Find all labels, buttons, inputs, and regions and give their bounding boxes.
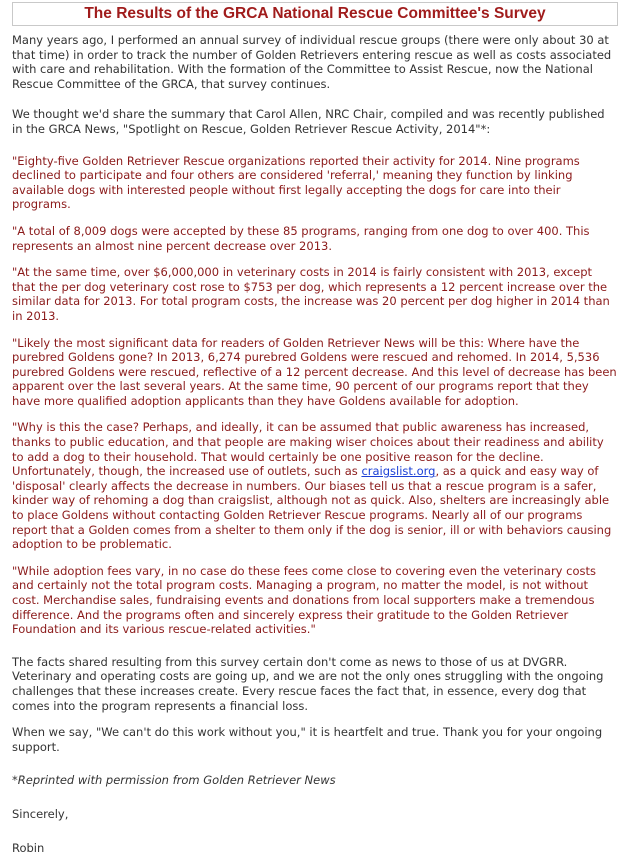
signature-name: Robin — [12, 840, 45, 855]
quote-paragraph-3: "At the same time, over $6,000,000 in veterinary costs in 2014 is fairly consistent with 2013, except that the per dog veterinary cost rose to $753 per dog, which represents a 12 percent increase over the similar data for 2013. For total program costs, the increase was 20 percent per dog higher in 2014 than in 2013. — [12, 265, 610, 323]
quoted-summary — [12, 154, 618, 637]
article — [0, 2, 629, 855]
quote-paragraph-5 — [12, 420, 618, 551]
quote-paragraph-6: "While adoption fees vary, in no case do these fees come close to covering even the veterinary costs and certainly not the total program costs. Managing a program, no matter the model, is not without cost. Merchandise sales, fundraising events and donations from local supporters make a tremendous difference. And the programs often and sincerely express their gratitude to the Golden Retriever Foundation and its various rescue-related activities." — [12, 563, 596, 637]
quote-5-text-after: , as a quick and easy way of 'disposal' clearly affects the decrease in numbers. Our biases tell us that a rescue program is a safer, kinder way of rehoming a dog than craigslist, although not as quick. Also, shelters are increasingly able to place Goldens without contacting Golden Retriever Rescue programs. Nearly all of our programs report that a Golden comes from a shelter to them only if the dog is senior, ill or with behaviors causing adoption to be problematic. — [12, 464, 612, 552]
craigslist-link[interactable]: craigslist.org — [361, 464, 436, 479]
page-title: The Results of the GRCA National Rescue Committee's Survey — [12, 2, 618, 26]
quote-paragraph-2: "A total of 8,009 dogs were accepted by these 85 programs, ranging from one dog to over 400. This represents an almost nine percent decrease over 2013. — [12, 223, 590, 253]
quote-paragraph-1: "Eighty-five Golden Retriever Rescue organizations reported their activity for 2014. Nine programs declined to participate and four others are considered 'referral,' meaning they function by linking available dogs with interested people without first legally accepting the dogs for care into their programs. — [12, 153, 580, 212]
thanks-paragraph: When we say, "We can't do this work without you," it is heartfelt and true. Thank you for your ongoing support. — [12, 725, 603, 754]
facts-paragraph: The facts shared resulting from this survey certain don't come as news to those of us at DVGRR. Veterinary and operating costs are going up, and we are not the only ones struggling with the ongoing challenges that these increases create. Every rescue faces the fact that, in essence, every dog that comes into the program represents a financial loss. — [12, 654, 604, 713]
quote-paragraph-4: "Likely the most significant data for readers of Golden Retriever News will be this: Where have the purebred Goldens gone? In 2013, 6,274 purebred Goldens were rescued and rehomed. In 2014, 5,536 purebred Goldens were rescued, reflective of a 12 percent decrease. And this level of decrease has been apparent over the last several years. At the same time, 90 percent of our programs report that they have more qualified adoption applicants than they have Goldens available for adoption. — [12, 335, 617, 408]
reprint-note: *Reprinted with permission from Golden Retriever News — [12, 773, 336, 788]
intro-paragraph-2: We thought we'd share the summary that Carol Allen, NRC Chair, compiled and was recently published in the GRCA News, "Spotlight on Rescue, Golden Retriever Rescue Activity, 2014"*: — [12, 107, 605, 136]
quote-5-text-before: "Why is this the case? Perhaps, and ideally, it can be assumed that public awareness has increased, thanks to public education, and that people are making wiser choices about their readiness and ability to add a dog to their household. That would certainly be one positive reason for the decline. Unfortunately, though, the increased use of outlets, such as — [12, 420, 604, 479]
intro-paragraph-1: Many years ago, I performed an annual survey of individual rescue groups (there were only about 30 at that time) in order to track the number of Golden Retrievers entering rescue as well as costs associated with care and rehabilitation. With the formation of the Committee to Assist Rescue, now the National Rescue Committee of the GRCA, that survey continues. — [12, 33, 612, 91]
sign-off: Sincerely, — [12, 806, 69, 821]
